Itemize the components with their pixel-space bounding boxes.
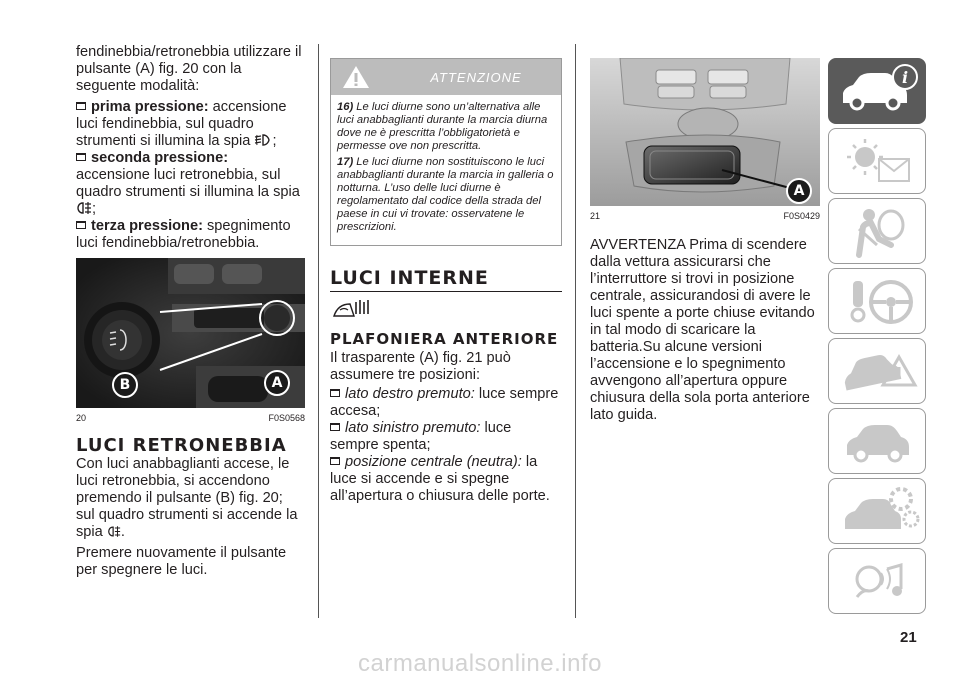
list-item: prima pressione: accensione luci fendinebbia, sul quadro strumenti si illumina la spia ; (76, 99, 287, 149)
figure-caption (590, 208, 820, 225)
bullet-icon (330, 457, 340, 465)
figure-caption (76, 410, 305, 427)
item-term: seconda pressione: (91, 150, 229, 166)
watermark: carmanualsonline.info (358, 650, 602, 677)
bullet-icon (76, 153, 86, 161)
technical-data-icon (829, 479, 926, 544)
column-divider (575, 44, 576, 618)
subsection-heading: PLAFONIERA ANTERIORE (330, 330, 559, 348)
emergency-icon (829, 339, 926, 404)
warning-triangle-icon (341, 64, 371, 90)
item-term: prima pressione: (91, 99, 209, 115)
warning-title: ATTENZIONE (430, 70, 522, 85)
front-fog-light-icon (254, 133, 272, 147)
warning-body (331, 95, 561, 245)
figure-20-photo (76, 258, 305, 408)
intro-text: fendinebbia/retronebbia utilizzare il pulsante (A) fig. 20 con la seguente modalità: (76, 44, 302, 94)
item-text: accensione luci retronebbia, sul quadro strumenti si illumina la spia (76, 167, 300, 200)
callout-a: A (264, 370, 290, 396)
svg-text:i: i (901, 68, 909, 87)
warning-box (330, 58, 562, 246)
list-item: posizione centrale (neutra): la luce si accende e si spegne all’apertura o chiusura delle porte. (330, 454, 550, 504)
maintenance-icon (829, 409, 926, 474)
sidebar-tab-technical-data[interactable] (828, 478, 926, 544)
body-paragraph: Il trasparente (A) fig. 21 può assumere tre posizioni: (330, 350, 511, 383)
bullet-icon (330, 389, 340, 397)
figure-number: 21 (590, 211, 601, 221)
section-heading: LUCI INTERNE (330, 270, 562, 292)
callout-a: A (786, 178, 812, 204)
section-heading: LUCI RETRONEBBIA (76, 435, 287, 456)
list-item: seconda pressione: accensione luci retronebbia, sul quadro strumenti si illumina la spia ; (76, 150, 300, 217)
item-text: spegnimento luci fendinebbia/retronebbia. (76, 218, 291, 251)
interior-light-icon (330, 298, 376, 320)
figure-21-photo (590, 58, 820, 206)
bullet-icon (330, 423, 340, 431)
item-text: accensione luci fendinebbia, sul quadro strumenti si illumina la spia (76, 99, 287, 149)
item-term: terza pressione: (91, 218, 203, 234)
figure-code: F0S0568 (268, 413, 305, 423)
column-divider (318, 44, 319, 618)
list-item (76, 218, 305, 252)
front-ceiling-light-photo (590, 58, 820, 206)
sidebar-tab-starting-driving[interactable] (828, 268, 926, 334)
bullet-icon (76, 221, 86, 229)
list-item: lato destro premuto: luce sempre accesa; (330, 386, 559, 419)
sidebar-tab-safety[interactable] (828, 198, 926, 264)
figure-code: F0S0429 (783, 211, 820, 221)
warning-header (331, 59, 561, 95)
column-middle (330, 58, 562, 505)
page-number: 21 (900, 629, 917, 646)
warning-item: 16) Le luci diurne sono un’alternativa alle luci anabbaglianti durante la marcia diurna dove ne è prescritta l’obbligatorietà e permesse ove non prescritta. (337, 101, 548, 152)
sidebar-tab-car-info[interactable] (828, 58, 926, 124)
body-paragraph: AVVERTENZA Prima di scendere dalla vettura assicurarsi che l’interruttore si trovi in posizione centrale, assicurandosi di avere le luci spente a porte chiuse evitando in tal modo di scaricare la batteria.Su alcune versioni l’accensione e lo spegnimento avvengono all’apertura oppure chiusura della sola porta anteriore lato guida. (590, 237, 815, 423)
body-paragraph: Con luci anabbaglianti accese, le luci retronebbia, si accendono premendo il pulsante (B) fig. 20; sul quadro strumenti si accende la spia . (76, 456, 298, 540)
warning-lights-icon (829, 129, 926, 194)
sidebar-tab-warning-lights[interactable] (828, 128, 926, 194)
rear-fog-light-icon (76, 201, 92, 215)
safety-airbag-icon (829, 199, 926, 264)
figure-number: 20 (76, 413, 87, 423)
callout-b: B (112, 372, 138, 398)
bullet-icon (76, 102, 86, 110)
sidebar-tab-emergency[interactable] (828, 338, 926, 404)
column-left (76, 44, 305, 579)
sidebar-tab-maintenance[interactable] (828, 408, 926, 474)
rear-fog-light-icon (107, 525, 121, 538)
warning-item: 17) Le luci diurne non sostituiscono le luci anabbaglianti durante la marcia in galleria o notturna. L’uso delle luci diurne è regolamentato dal codice della strada del paese in cui vi trovate: osservatene le prescrizioni. (337, 156, 554, 233)
car-info-icon (829, 59, 926, 124)
list-item: lato sinistro premuto: luce sempre spenta; (330, 420, 512, 453)
body-paragraph: Premere nuovamente il pulsante per spegnere le luci. (76, 545, 287, 578)
column-right (590, 58, 820, 424)
starting-driving-icon (829, 269, 926, 334)
